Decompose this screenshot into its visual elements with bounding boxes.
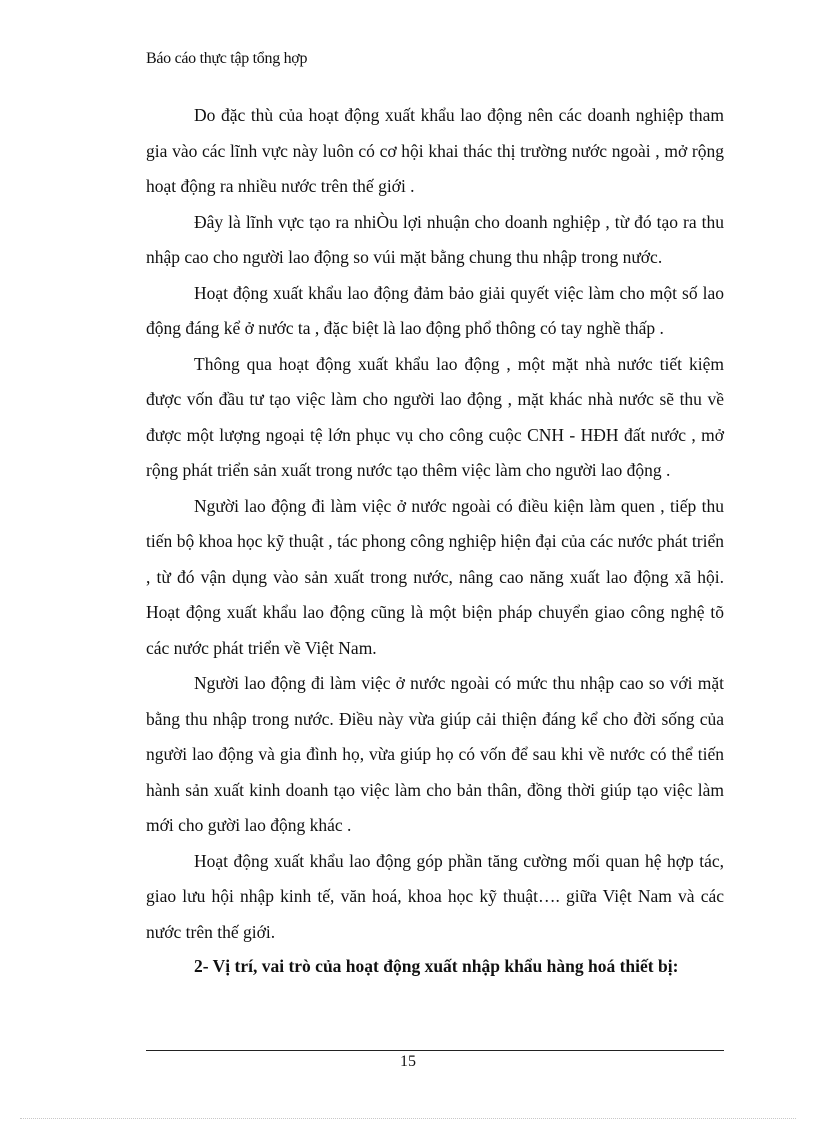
paragraph: Thông qua hoạt động xuất khẩu lao động , một mặt nhà nước tiết kiệm được vốn đầu tư tạo việc làm cho người lao động , mặt khác nhà nước sẽ thu về được một lượng ngoại tệ lớn phục vụ cho công cuộc CNH - HĐH đất nước , mở rộng phát triển sản xuất trong nước tạo thêm việc làm cho người lao động . — [146, 353, 724, 480]
footer-divider — [146, 1050, 724, 1051]
page-number: 15 — [400, 1053, 416, 1070]
body-text — [146, 98, 724, 950]
paragraph: Người lao động đi làm việc ở nước ngoài có điều kiện làm quen , tiếp thu tiến bộ khoa học kỹ thuật , tác phong công nghiệp hiện đại của các nước phát triển , từ đó vận dụng vào sản xuất trong nước, nâng cao năng xuất lao động xã hội. Hoạt động xuất khẩu lao động cũng là một biện pháp chuyển giao công nghệ tõ các nước phát triển về Việt Nam. — [146, 495, 724, 658]
paragraph: Hoạt động xuất khẩu lao động góp phần tăng cường mối quan hệ hợp tác, giao lưu hội nhập kinh tế, văn hoá, khoa học kỹ thuật…. giữa Việt Nam và các nước trên thế giới. — [146, 850, 724, 942]
section-heading: 2- Vị trí, vai trò của hoạt động xuất nhập khẩu hàng hoá thiết bị: — [194, 956, 679, 976]
paragraph: Người lao động đi làm việc ở nước ngoài có mức thu nhập cao so với mặt bằng thu nhập trong nước. Điều này vừa giúp cải thiện đáng kể cho đời sống của người lao động và gia đình họ, vừa giúp họ có vốn để sau khi về nước có thể tiến hành sản xuất kinh doanh tạo việc làm cho bản thân, đồng thời giúp tạo việc làm mới cho gười lao động khác . — [146, 673, 724, 835]
page-edge-divider — [20, 1118, 796, 1119]
paragraph: Do đặc thù của hoạt động xuất khẩu lao động nên các doanh nghiệp tham gia vào các lĩnh vực này luôn có cơ hội khai thác thị trường nước ngoài , mở rộng hoạt động ra nhiều nước trên thế giới . — [146, 105, 724, 196]
paragraph: Hoạt động xuất khẩu lao động đảm bảo giải quyết việc làm cho một số lao động đáng kể ở nước ta , đặc biệt là lao động phổ thông có tay nghề thấp . — [146, 282, 724, 338]
paragraph: Đây là lĩnh vực tạo ra nhiÒu lợi nhuận cho doanh nghiệp , từ đó tạo ra thu nhập cao cho người lao động so vúi mặt bằng chung thu nhập trong nước. — [146, 211, 724, 267]
running-header: Báo cáo thực tập tổng hợp — [146, 50, 308, 67]
